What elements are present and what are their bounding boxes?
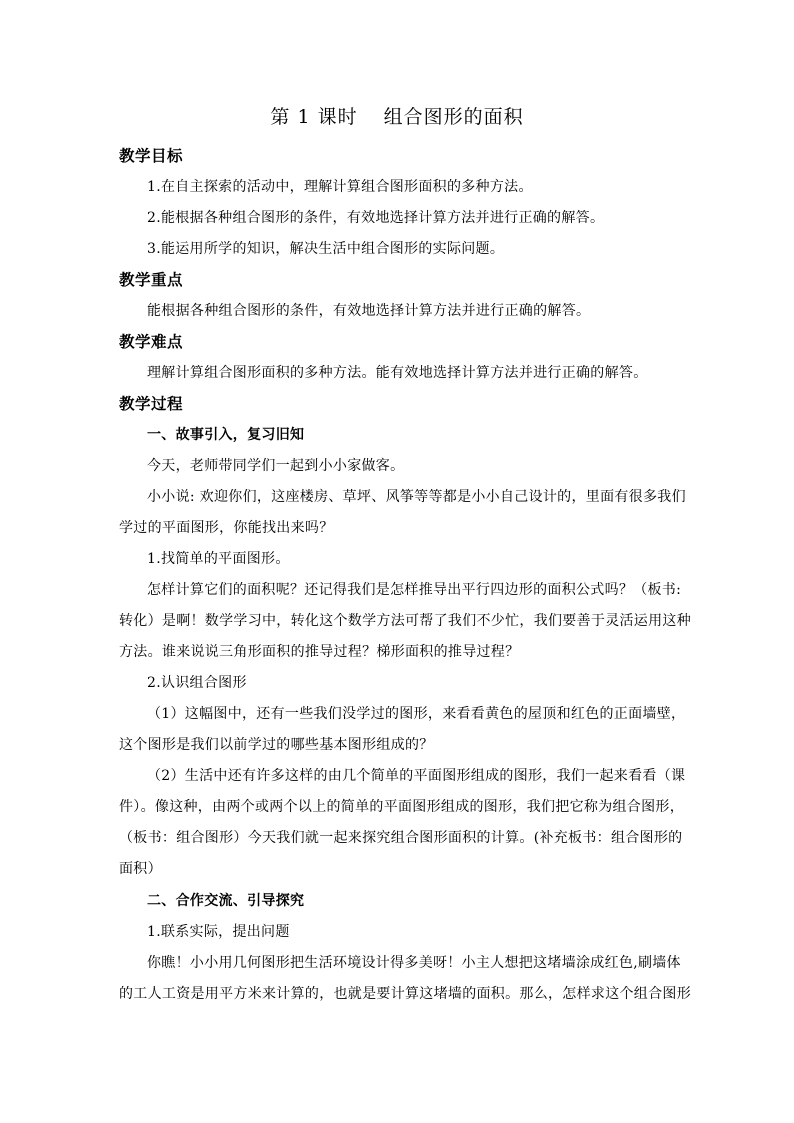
paragraph-7-line-3: （板书：组合图形）今天我们就一起来探究组合图形面积的计算。(补充板书：组合图形的 <box>119 830 683 846</box>
part1-heading: 一、故事引入，复习旧知 <box>147 427 305 443</box>
lesson-topic: 组合图形的面积 <box>383 106 524 128</box>
key-points-heading: 教学重点 <box>119 270 184 289</box>
difficulties-text: 理解计算组合图形面积的多种方法。能有效地选择计算方法并进行正确的解答。 <box>147 365 648 381</box>
paragraph-4-line-2: 转化）是啊！数学学习中，转化这个数学方法可帮了我们不少忙，我们要善于灵活运用这种 <box>119 613 691 629</box>
difficulties-heading: 教学难点 <box>119 332 184 351</box>
key-points-text: 能根据各种组合图形的条件，有效地选择计算方法并进行正确的解答。 <box>147 303 591 319</box>
paragraph-7-line-1: （2）生活中还有许多这样的由几个简单的平面图形组成的图形，我们一起来看看（课 <box>147 768 686 784</box>
paragraph-5: 2.认识组合图形 <box>147 675 247 691</box>
paragraph-4-line-3: 方法。谁来说说三角形面积的推导过程？梯形面积的推导过程？ <box>119 644 520 660</box>
paragraph-4-line-1: 怎样计算它们的面积呢？还记得我们是怎样推导出平行四边形的面积公式吗？（板书: <box>147 582 682 598</box>
part2-heading: 二、合作交流、引导探究 <box>147 893 305 909</box>
goal-2: 2.能根据各种组合图形的条件，有效地选择计算方法并进行正确的解答。 <box>147 210 605 226</box>
paragraph-8: 1.联系实际，提出问题 <box>147 924 290 940</box>
paragraph-2-line-2: 学过的平面图形，你能找出来吗？ <box>119 520 334 536</box>
paragraph-9-line-1: 你瞧！小小用几何图形把生活环境设计得多美呀！小主人想把这堵墙涂成红色,刷墙体 <box>147 955 681 971</box>
paragraph-7-line-2: 件）。像这种，由两个或两个以上的简单的平面图形组成的图形，我们把它称为组合图形， <box>119 799 684 815</box>
goal-1: 1.在自主探索的活动中，理解计算组合图形面积的多种方法。 <box>147 179 533 195</box>
paragraph-9-line-2: 的工人工资是用平方米来计算的，也就是要计算这堵墙的面积。那么，怎样求这个组合图形 <box>119 986 691 1002</box>
paragraph-6-line-2: 这个图形是我们以前学过的哪些基本图形组成的？ <box>119 737 434 753</box>
paragraph-1: 今天，老师带同学们一起到小小家做客。 <box>147 458 405 474</box>
paragraph-6-line-1: （1）这幅图中，还有一些我们没学过的图形，来看看黄色的屋顶和红色的正面墙壁， <box>147 706 686 722</box>
paragraph-2-line-1: 小小说: 欢迎你们，这座楼房、草坪、风筝等等都是小小自己设计的，里面有很多我们 <box>147 489 686 505</box>
process-heading: 教学过程 <box>119 394 184 413</box>
lesson-number: 第 1 课时 <box>270 106 358 128</box>
goals-heading: 教学目标 <box>119 146 184 165</box>
page-title <box>0 104 794 130</box>
paragraph-7-line-4: 面积） <box>119 861 162 877</box>
goal-3: 3.能运用所学的知识，解决生活中组合图形的实际问题。 <box>147 241 505 257</box>
paragraph-3: 1.找简单的平面图形。 <box>147 551 290 567</box>
